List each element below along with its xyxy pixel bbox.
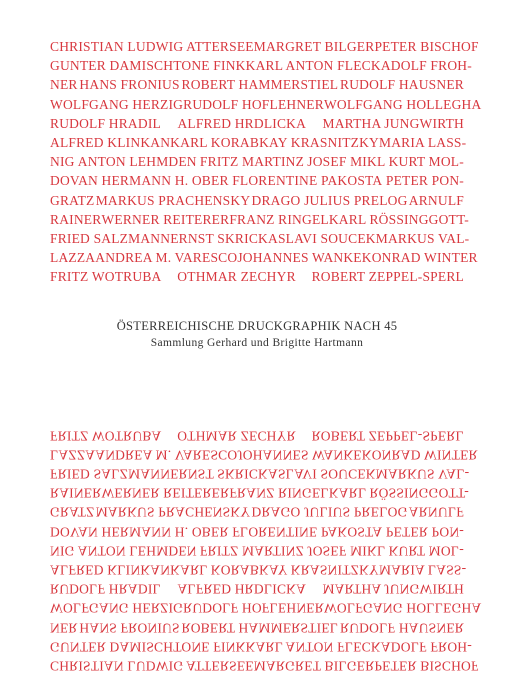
- artist-name: MARKUS VAL-: [375, 230, 470, 246]
- mirrored-artist-row: [50, 656, 479, 675]
- mirrored-artist-name: HERMANN H. OBER: [101, 524, 229, 540]
- artist-name: FRITZ WOTRUBA: [50, 269, 162, 285]
- artist-name: JOSEF MIKL: [307, 154, 386, 170]
- artist-name: GOTT-: [428, 211, 469, 227]
- artist-name: FRIED SALZMANN: [50, 230, 171, 246]
- mirrored-artist-name: ROBERT HAMMERSTIEL: [181, 620, 339, 636]
- mirrored-artist-name: ANTON LEHMDEN: [77, 543, 197, 559]
- mirrored-artist-row: [50, 522, 464, 541]
- artist-name: GRATZ: [50, 192, 95, 208]
- mirrored-artist-name: MARTHA JUNGWIRTH: [322, 581, 464, 597]
- artist-name: FRANZ RINGEL: [229, 211, 329, 227]
- artist-name: TONE FINK: [173, 58, 246, 74]
- mirrored-artist-name: NER: [50, 620, 78, 636]
- artist-name: ANDREA M. VARESCO: [95, 250, 238, 266]
- artist-name: OTHMAR ZECHYR: [177, 269, 296, 285]
- mirrored-artist-row: [50, 541, 464, 560]
- mirrored-artist-name: OTHMAR ZECHYR: [177, 428, 296, 444]
- artist-row: [50, 229, 470, 248]
- mirrored-artist-name: FLORENTINE PAKOSTA: [232, 524, 383, 540]
- mirrored-artist-name: FRITZ WOTRUBA: [50, 428, 162, 444]
- mirrored-artist-name: MARGRET BILGER: [253, 658, 375, 674]
- artist-name: WOLFGANG HOLLEGHA: [323, 96, 482, 112]
- mirrored-artist-name: FRITZ MARTINZ: [199, 543, 305, 559]
- artist-name: PETER BISCHOF: [374, 39, 479, 54]
- artist-name: LAZZA: [50, 250, 96, 266]
- mirrored-artist-row: [50, 580, 464, 599]
- artist-name: KAY KRASNITZKY: [259, 134, 379, 150]
- artist-row: [50, 37, 479, 56]
- artist-row: [50, 75, 464, 94]
- mirrored-artist-row: [50, 599, 482, 618]
- mirrored-artist-row: [50, 637, 472, 656]
- artist-name: WOLFGANG HERZIG: [50, 96, 184, 112]
- mirrored-artist-name: DRAGO JULIUS PRELOG: [251, 504, 408, 520]
- artist-name: SLAVI SOUCEK: [277, 230, 376, 246]
- mirrored-artist-name: DOVAN: [50, 524, 99, 540]
- artist-name: DRAGO JULIUS PRELOG: [251, 192, 408, 208]
- mirrored-artist-name: FRANZ RINGEL: [229, 485, 329, 501]
- artist-name: ARNULF: [408, 192, 464, 208]
- mirrored-artist-name: ARNULF: [408, 504, 464, 520]
- artist-row: [50, 133, 467, 152]
- mirrored-artist-name: WERNER REITERER: [101, 485, 230, 501]
- artist-name: CHRISTIAN LUDWIG ATTERSEE: [50, 39, 254, 54]
- artist-name: JOHANNES WANKE: [237, 250, 362, 266]
- artist-name: MARGRET BILGER: [253, 39, 375, 54]
- mirrored-artist-name: PETER BISCHOF: [374, 658, 479, 674]
- artist-row: [50, 56, 472, 75]
- mirrored-artist-name: ALFRED KLINKAN: [50, 562, 171, 578]
- artist-name: MARTHA JUNGWIRTH: [322, 115, 464, 131]
- mirrored-artist-name: NIG: [50, 543, 75, 559]
- artist-name: ALFRED HRDLICKA: [177, 115, 307, 131]
- artist-row: [50, 210, 469, 229]
- artist-name: MARKUS PRACHENSKY: [95, 192, 251, 208]
- mirrored-artist-name: GRATZ: [50, 504, 95, 520]
- artist-name: NIG: [50, 154, 75, 170]
- artist-name: DOVAN: [50, 173, 99, 189]
- mirrored-artist-name: KAY KRASNITZKY: [259, 562, 379, 578]
- mirrored-artist-name: KARL KORAB: [170, 562, 260, 578]
- artist-name: ERNST SKRICKA: [170, 230, 278, 246]
- artist-name: KARL KORAB: [170, 134, 260, 150]
- artist-name: ANTON LEHMDEN: [77, 154, 197, 170]
- mirrored-artist-name: KARL ANTON FLECK: [245, 639, 381, 655]
- catalog-title: ÖSTERREICHISCHE DRUCKGRAPHIK NACH 45: [116, 319, 398, 333]
- artist-row: [50, 267, 464, 286]
- mirrored-artist-name: TONE FINK: [173, 639, 246, 655]
- mirrored-artist-row: [50, 503, 464, 522]
- mirrored-artist-name: KURT MOL-: [388, 543, 464, 559]
- artist-name: RUDOLF HOFLEHNER: [183, 96, 324, 112]
- mirrored-artist-name: LAZZA: [50, 447, 96, 463]
- artist-name: PETER PON-: [385, 173, 464, 189]
- title-block: [0, 318, 514, 351]
- mirrored-artist-name: KONRAD WINTER: [361, 447, 478, 463]
- mirrored-artist-name: MARKUS VAL-: [375, 466, 470, 482]
- artist-name: KARL RÖSSING: [328, 211, 429, 227]
- mirrored-artist-row: [50, 445, 478, 464]
- artist-names-mirrored-list: [50, 426, 482, 675]
- artist-name: ROBERT ZEPPEL-SPERL: [311, 269, 464, 285]
- artist-row: [50, 152, 464, 171]
- artist-name: RAINER: [50, 211, 102, 227]
- mirrored-artist-row: [50, 426, 464, 445]
- artist-names-list: [50, 37, 482, 286]
- mirrored-artist-name: JOSEF MIKL: [307, 543, 386, 559]
- mirrored-artist-name: GOTT-: [428, 485, 469, 501]
- mirrored-artist-name: ERNST SKRICKA: [170, 466, 278, 482]
- mirrored-artist-name: ALFRED HRDLICKA: [177, 581, 307, 597]
- mirrored-artist-name: ANDREA M. VARESCO: [95, 447, 238, 463]
- mirrored-artist-name: PETER PON-: [385, 524, 464, 540]
- artist-name: HERMANN H. OBER: [101, 173, 229, 189]
- artist-row: [50, 191, 464, 210]
- mirrored-artist-name: RUDOLF HOFLEHNER: [183, 600, 324, 616]
- mirrored-artist-name: GUNTER DAMISCH: [50, 639, 174, 655]
- artist-name: FLORENTINE PAKOSTA: [232, 173, 383, 189]
- mirrored-artist-name: SLAVI SOUCEK: [277, 466, 376, 482]
- artist-name: ROBERT HAMMERSTIEL: [181, 77, 339, 93]
- artist-name: KONRAD WINTER: [361, 250, 478, 266]
- mirrored-artist-name: RAINER: [50, 485, 102, 501]
- artist-name: KARL ANTON FLECK: [245, 58, 381, 74]
- mirrored-artist-name: HANS FRONIUS: [79, 620, 180, 636]
- mirrored-artist-name: RUDOLF HRADIL: [50, 581, 161, 597]
- mirrored-artist-name: FRIED SALZMANN: [50, 466, 171, 482]
- artist-row: [50, 114, 464, 133]
- mirrored-artist-name: RUDOLF HAUSNER: [340, 620, 464, 636]
- mirrored-artist-name: ADOLF FROH-: [380, 639, 472, 655]
- mirrored-artist-row: [50, 464, 470, 483]
- mirrored-artist-name: JOHANNES WANKE: [237, 447, 362, 463]
- mirrored-artist-name: CHRISTIAN LUDWIG ATTERSEE: [50, 658, 254, 674]
- artist-name: MARIA LASS-: [379, 134, 467, 150]
- mirrored-artist-name: WOLFGANG HERZIG: [50, 600, 184, 616]
- artist-name: FRITZ MARTINZ: [199, 154, 305, 170]
- artist-name: RUDOLF HRADIL: [50, 115, 161, 131]
- catalog-subtitle: Sammlung Gerhard und Brigitte Hartmann: [150, 337, 364, 349]
- artist-name: NER: [50, 77, 78, 93]
- artist-name: ADOLF FROH-: [380, 58, 472, 74]
- mirrored-artist-name: WOLFGANG HOLLEGHA: [323, 600, 482, 616]
- mirrored-artist-row: [50, 560, 467, 579]
- mirrored-artist-name: ROBERT ZEPPEL-SPERL: [311, 428, 464, 444]
- artist-name: ALFRED KLINKAN: [50, 134, 171, 150]
- mirrored-artist-name: MARKUS PRACHENSKY: [95, 504, 251, 520]
- artist-name: KURT MOL-: [388, 154, 464, 170]
- mirrored-artist-name: MARIA LASS-: [379, 562, 467, 578]
- artist-name: WERNER REITERER: [101, 211, 230, 227]
- mirrored-artist-row: [50, 618, 464, 637]
- artist-name: GUNTER DAMISCH: [50, 58, 174, 74]
- artist-name: HANS FRONIUS: [79, 77, 180, 93]
- mirrored-artist-name: KARL RÖSSING: [328, 485, 429, 501]
- artist-row: [50, 171, 464, 190]
- artist-name: RUDOLF HAUSNER: [340, 77, 464, 93]
- mirrored-artist-row: [50, 484, 469, 503]
- artist-row: [50, 248, 478, 267]
- artist-row: [50, 95, 482, 114]
